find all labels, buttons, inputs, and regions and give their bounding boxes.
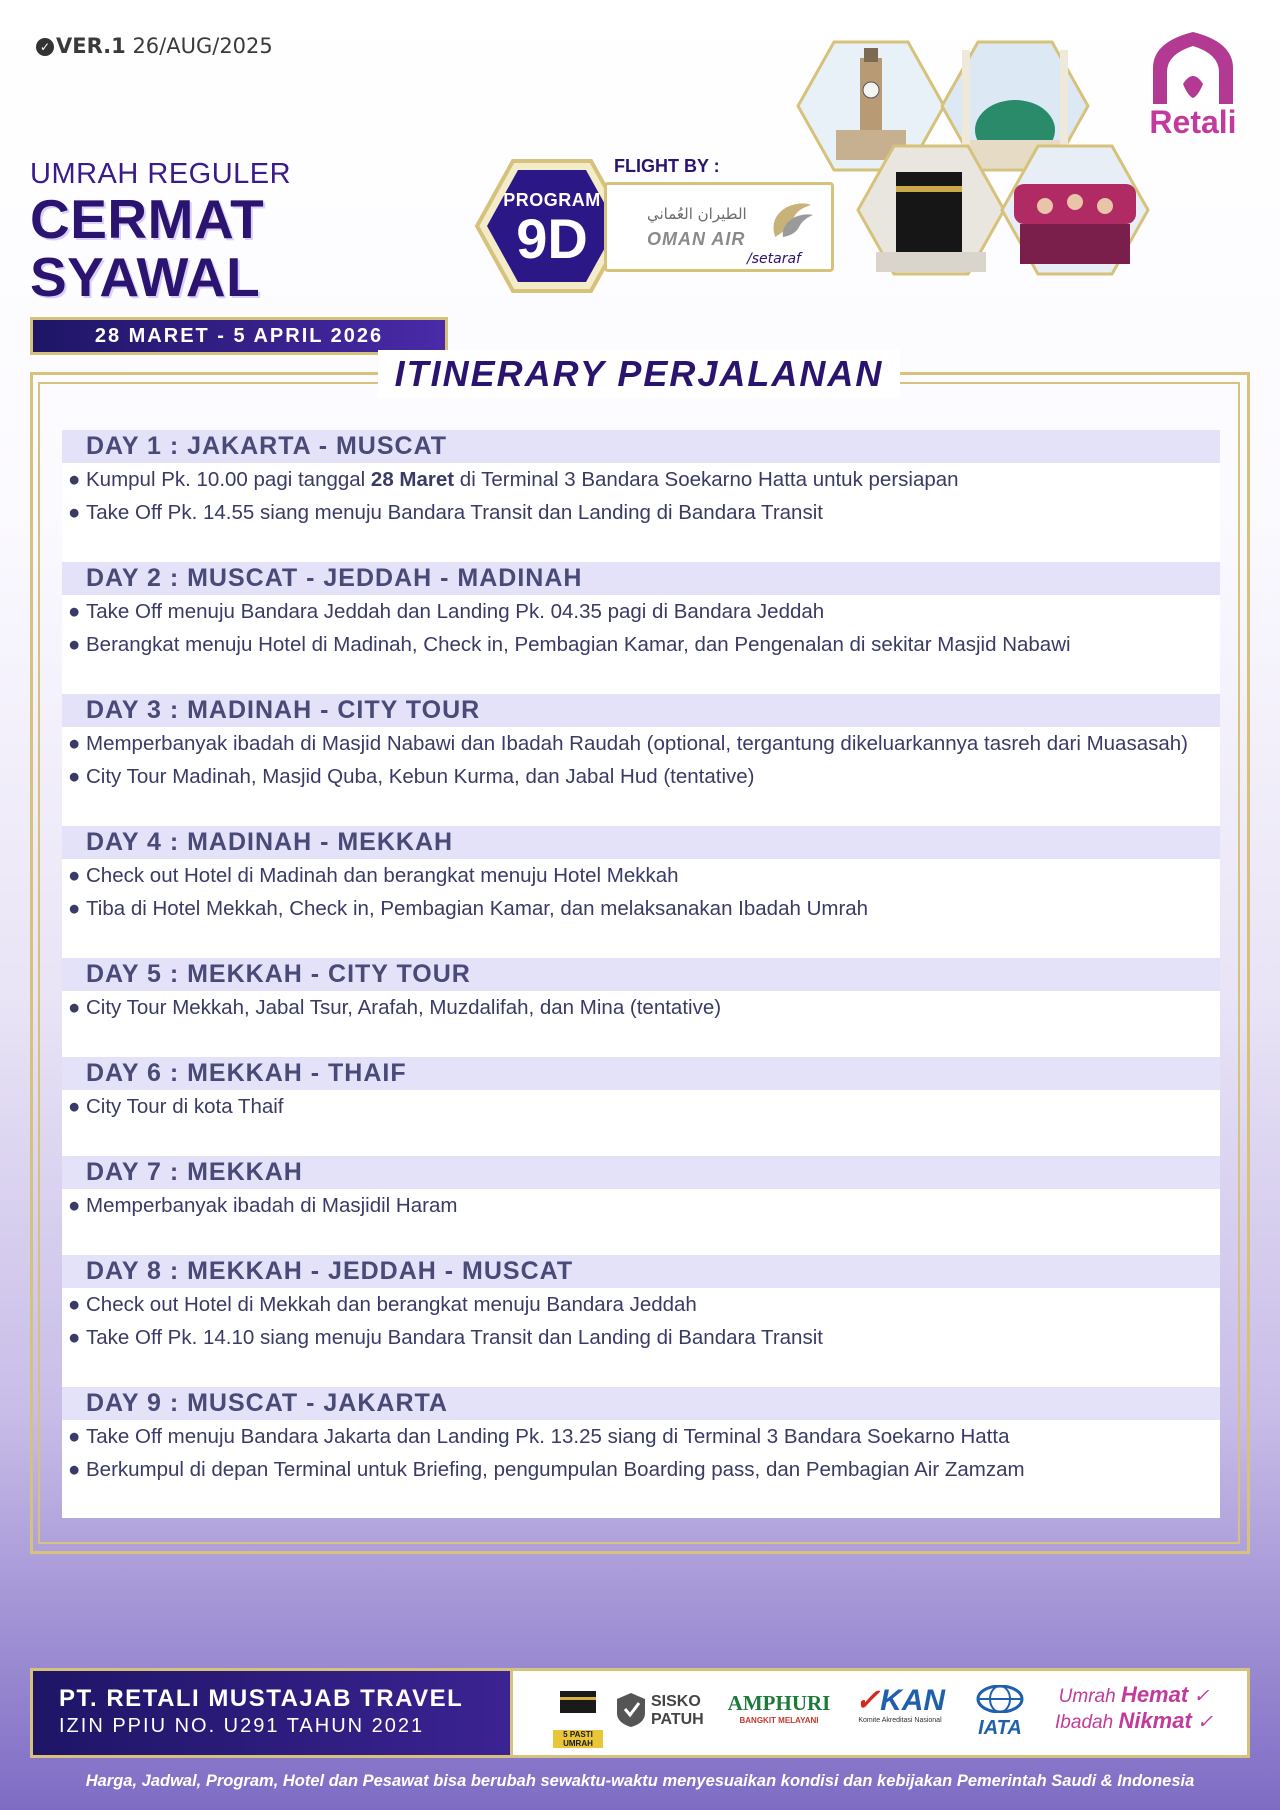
kan-tagline: Komite Akreditasi Nasional [858, 1717, 942, 1724]
oman-air-emblem-icon [765, 197, 815, 241]
itinerary-content [62, 430, 1220, 1518]
sisko-shield-icon [615, 1691, 647, 1729]
flight-label: FLIGHT BY : [614, 156, 720, 176]
day-section [62, 1387, 1220, 1486]
airline-arabic-name: الطيران العُماني [647, 205, 747, 223]
itinerary-item: ● Kumpul Pk. 10.00 pagi tanggal 28 Maret di Terminal 3 Bandara Soekarno Hatta untuk persiapan [68, 468, 959, 491]
itinerary-item: ● Memperbanyak ibadah di Masjid Nabawi dan Ibadah Raudah (optional, tergantung dikeluarkannya tasreh dari Muasasah) [68, 732, 1188, 755]
day-section [62, 958, 1220, 1024]
sisko-patuh-logo [615, 1685, 711, 1741]
amphuri-label: AMPHURI [727, 1691, 831, 1715]
sisko-label: SISKO [651, 1693, 701, 1710]
day-title: DAY 7 : MEKKAH [62, 1156, 1220, 1189]
version-date: 26/AUG/2025 [132, 34, 273, 58]
day-title: DAY 2 : MUSCAT - JEDDAH - MADINAH [62, 562, 1220, 595]
program-label: PROGRAM [503, 190, 601, 210]
version-stamp [36, 34, 273, 58]
day-section [62, 1156, 1220, 1222]
day-title: DAY 8 : MEKKAH - JEDDAH - MUSCAT [62, 1255, 1220, 1288]
brand-logo [1138, 28, 1248, 141]
pasti-umrah-label: 5 PASTI UMRAH [553, 1730, 603, 1748]
itinerary-item: ● City Tour Mekkah, Jabal Tsur, Arafah, Muzdalifah, dan Mina (tentative) [68, 996, 722, 1019]
tagline-ibadah: Ibadah [1055, 1712, 1119, 1733]
itinerary-item: ● Check out Hotel di Madinah dan berangkat menuju Hotel Mekkah [68, 864, 679, 887]
tagline-umrah: Umrah [1058, 1686, 1121, 1707]
itinerary-item: ● Take Off menuju Bandara Jeddah dan Landing Pk. 04.35 pagi di Bandara Jeddah [68, 600, 825, 623]
day-section [62, 1057, 1220, 1123]
itinerary-item: ● Take Off menuju Bandara Jakarta dan Landing Pk. 13.25 siang di Terminal 3 Bandara Soekarno Hatta [68, 1425, 1010, 1448]
itinerary-item: ● Berkumpul di depan Terminal untuk Briefing, pengumpulan Boarding pass, dan Pembagian Air Zamzam [68, 1458, 1025, 1481]
itinerary-title: ITINERARY PERJALANAN [378, 350, 900, 398]
day-title: DAY 4 : MADINAH - MEKKAH [62, 826, 1220, 859]
day-title: DAY 5 : MEKKAH - CITY TOUR [62, 958, 1220, 991]
patuh-label: PATUH [651, 1711, 704, 1728]
company-name: PT. RETALI MUSTAJAB TRAVEL [59, 1685, 464, 1712]
day-title: DAY 9 : MUSCAT - JAKARTA [62, 1387, 1220, 1420]
itinerary-item: ● Tiba di Hotel Mekkah, Check in, Pembagian Kamar, dan melaksanakan Ibadah Umrah [68, 897, 869, 920]
footer-bar [30, 1668, 1250, 1758]
version-label: VER.1 [56, 34, 126, 58]
company-info [33, 1671, 513, 1755]
date-range: 28 MARET - 5 APRIL 2026 [30, 317, 448, 355]
pilgrims-group-photo [1000, 144, 1150, 276]
itinerary-item: ● Take Off Pk. 14.10 siang menuju Bandara Transit dan Landing di Bandara Transit [68, 1326, 823, 1349]
pasti-umrah-icon [556, 1685, 600, 1725]
iata-label: IATA [978, 1717, 1022, 1739]
title-block [30, 158, 450, 355]
day-section [62, 826, 1220, 925]
day-section [62, 430, 1220, 529]
tagline-hemat: Hemat [1120, 1682, 1189, 1707]
airline-name: OMAN AIR [647, 229, 746, 249]
day-section [62, 694, 1220, 793]
globe-icon [971, 1685, 1029, 1713]
itinerary-item: ● Memperbanyak ibadah di Masjidil Haram [68, 1194, 458, 1217]
page-title: CERMAT SYAWAL [30, 188, 265, 308]
disclaimer: Harga, Jadwal, Program, Hotel dan Pesawat bisa berubah sewaktu-waktu menyesuaikan kondisi dan kebijakan Pemerintah Saudi & Indonesia [85, 1772, 1195, 1790]
day-title: DAY 6 : MEKKAH - THAIF [62, 1057, 1220, 1090]
amphuri-tagline: BANGKIT MELAYANI [739, 1716, 819, 1725]
iata-logo [965, 1685, 1035, 1741]
itinerary-item: ● City Tour Madinah, Masjid Quba, Kebun Kurma, dan Jabal Hud (tentative) [68, 765, 755, 788]
kan-logo: ✓KAN Komite Akreditasi Nasional [845, 1685, 955, 1741]
version-icon: ✓ [36, 38, 54, 56]
kaaba-photo [856, 144, 1006, 276]
program-value: 9D [516, 207, 588, 270]
airline-logo-box [604, 182, 834, 272]
tagline [1055, 1683, 1213, 1735]
day-title: DAY 3 : MADINAH - CITY TOUR [62, 694, 1220, 727]
day-title: DAY 1 : JAKARTA - MUSCAT [62, 430, 1220, 463]
airline-alliance: /setaraf [747, 251, 801, 267]
pasti-umrah-logo [553, 1685, 603, 1748]
itinerary-item: ● Take Off Pk. 14.55 siang menuju Bandara Transit dan Landing di Bandara Transit [68, 501, 823, 524]
page-subtitle: UMRAH REGULER [30, 158, 292, 190]
day-section [62, 562, 1220, 661]
itinerary-item: ● Check out Hotel di Mekkah dan berangkat menuju Bandara Jeddah [68, 1293, 697, 1316]
itinerary-item: ● Berangkat menuju Hotel di Madinah, Check in, Pembagian Kamar, dan Pengenalan di sekitar Masjid Nabawi [68, 633, 1071, 656]
retali-dome-icon [1143, 28, 1243, 104]
amphuri-logo [723, 1685, 835, 1741]
check-icon: ✓ [1193, 1686, 1210, 1707]
kan-label: KAN [880, 1684, 946, 1717]
company-license: IZIN PPIU NO. U291 TAHUN 2021 [59, 1715, 425, 1737]
check-icon: ✓ [1197, 1712, 1213, 1733]
brand-name: Retali [1149, 104, 1237, 140]
day-section [62, 1255, 1220, 1354]
itinerary-item: ● City Tour di kota Thaif [68, 1095, 284, 1118]
tagline-nikmat: Nikmat [1118, 1708, 1192, 1733]
